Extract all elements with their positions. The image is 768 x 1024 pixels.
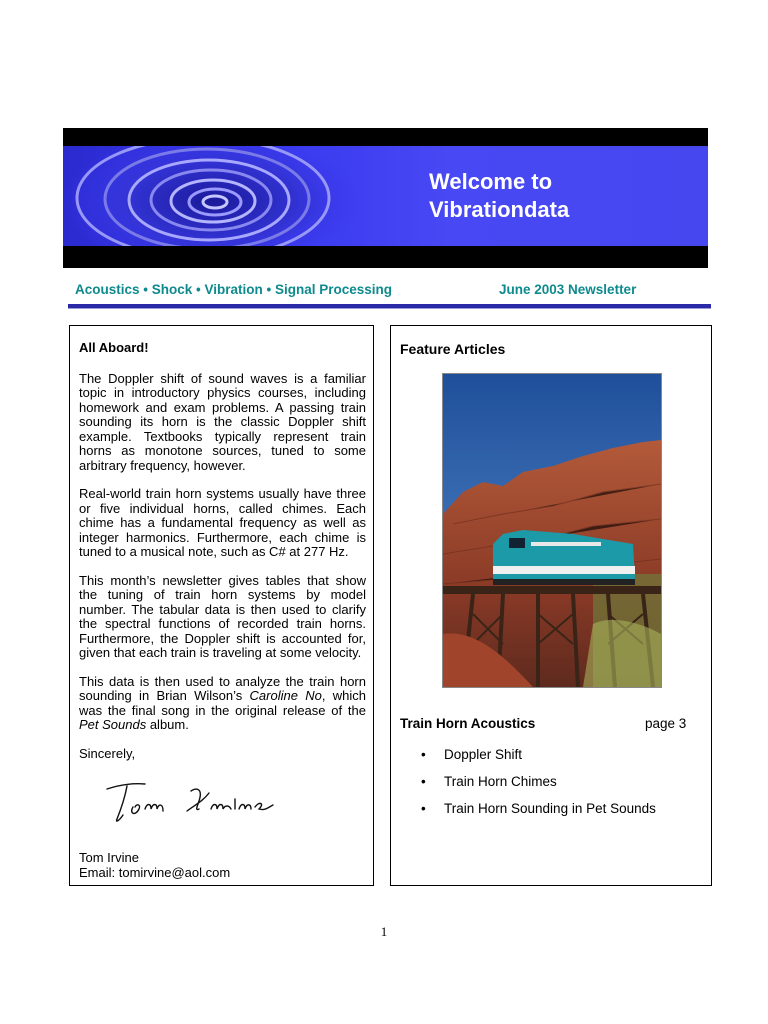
newsletter-date: June 2003 Newsletter [499,282,637,297]
list-item [421,747,656,774]
paragraph-text: album. [146,717,189,732]
banner-title: Welcome to Vibrationdata [429,169,570,222]
letter-heading: All Aboard! [79,340,149,355]
letter-box [69,325,374,886]
tagline: Acoustics • Shock • Vibration • Signal Processing [75,282,393,297]
divider [68,304,711,309]
author-name: Tom Irvine [79,850,139,865]
article-title: Train Horn Acoustics [400,716,536,731]
list-item [421,774,656,801]
paragraph: This month’s newsletter gives tables that show the tuning of train horn systems by model number. The tabular data is then used to clarify the spectral functions of recorded train horns. Furthermore, the Doppler shift is accounted for, given that each train is traveling at some velocity. [79,572,366,660]
article-topics-list [421,747,656,828]
article-page: page 3 [645,716,687,731]
list-item-label: Doppler Shift [444,747,523,762]
bullet-icon: • [421,801,426,816]
closing: Sincerely, [79,745,136,761]
paragraph: The Doppler shift of sound waves is a familiar topic in introductory physics courses, including homework and exam problems. A passing train sounding its horn is the classic Doppler shift example. Textbooks typically represent train horns as monotone sources, tuned to some arbitrary frequency, however. [79,370,366,473]
paragraph-text: , which was the final song in the original release of the [79,688,366,718]
author-email: Email: tomirvine@aol.com [79,864,231,880]
feature-title: Feature Articles [400,341,506,357]
letter-content [79,341,366,880]
paragraph [79,675,366,733]
bullet-icon: • [421,747,426,762]
signature [99,771,299,831]
feature-box [390,325,712,886]
list-item-label: Train Horn Chimes [444,774,557,789]
list-item-label: Train Horn Sounding in Pet Sounds [444,801,656,816]
banner-background [63,146,708,246]
paragraph-text: This data is then used to analyze the train horn sounding in Brian Wilson’s [79,673,366,703]
train-photo [442,373,662,688]
album-title: Pet Sounds [79,717,147,732]
bullet-icon: • [421,774,426,789]
page-number: 1 [380,924,388,939]
header-banner [63,128,708,268]
paragraph: Real-world train horn systems usually have three or five individual horns, called chimes. Each chime has a fundamental frequency as well as integer harmonics. Furthermore, each chime is tuned to a musical note, such as C# at 277 Hz. [79,486,366,559]
water-ripple-graphic [63,146,363,246]
song-title: Caroline No [249,688,322,703]
list-item [421,801,656,828]
